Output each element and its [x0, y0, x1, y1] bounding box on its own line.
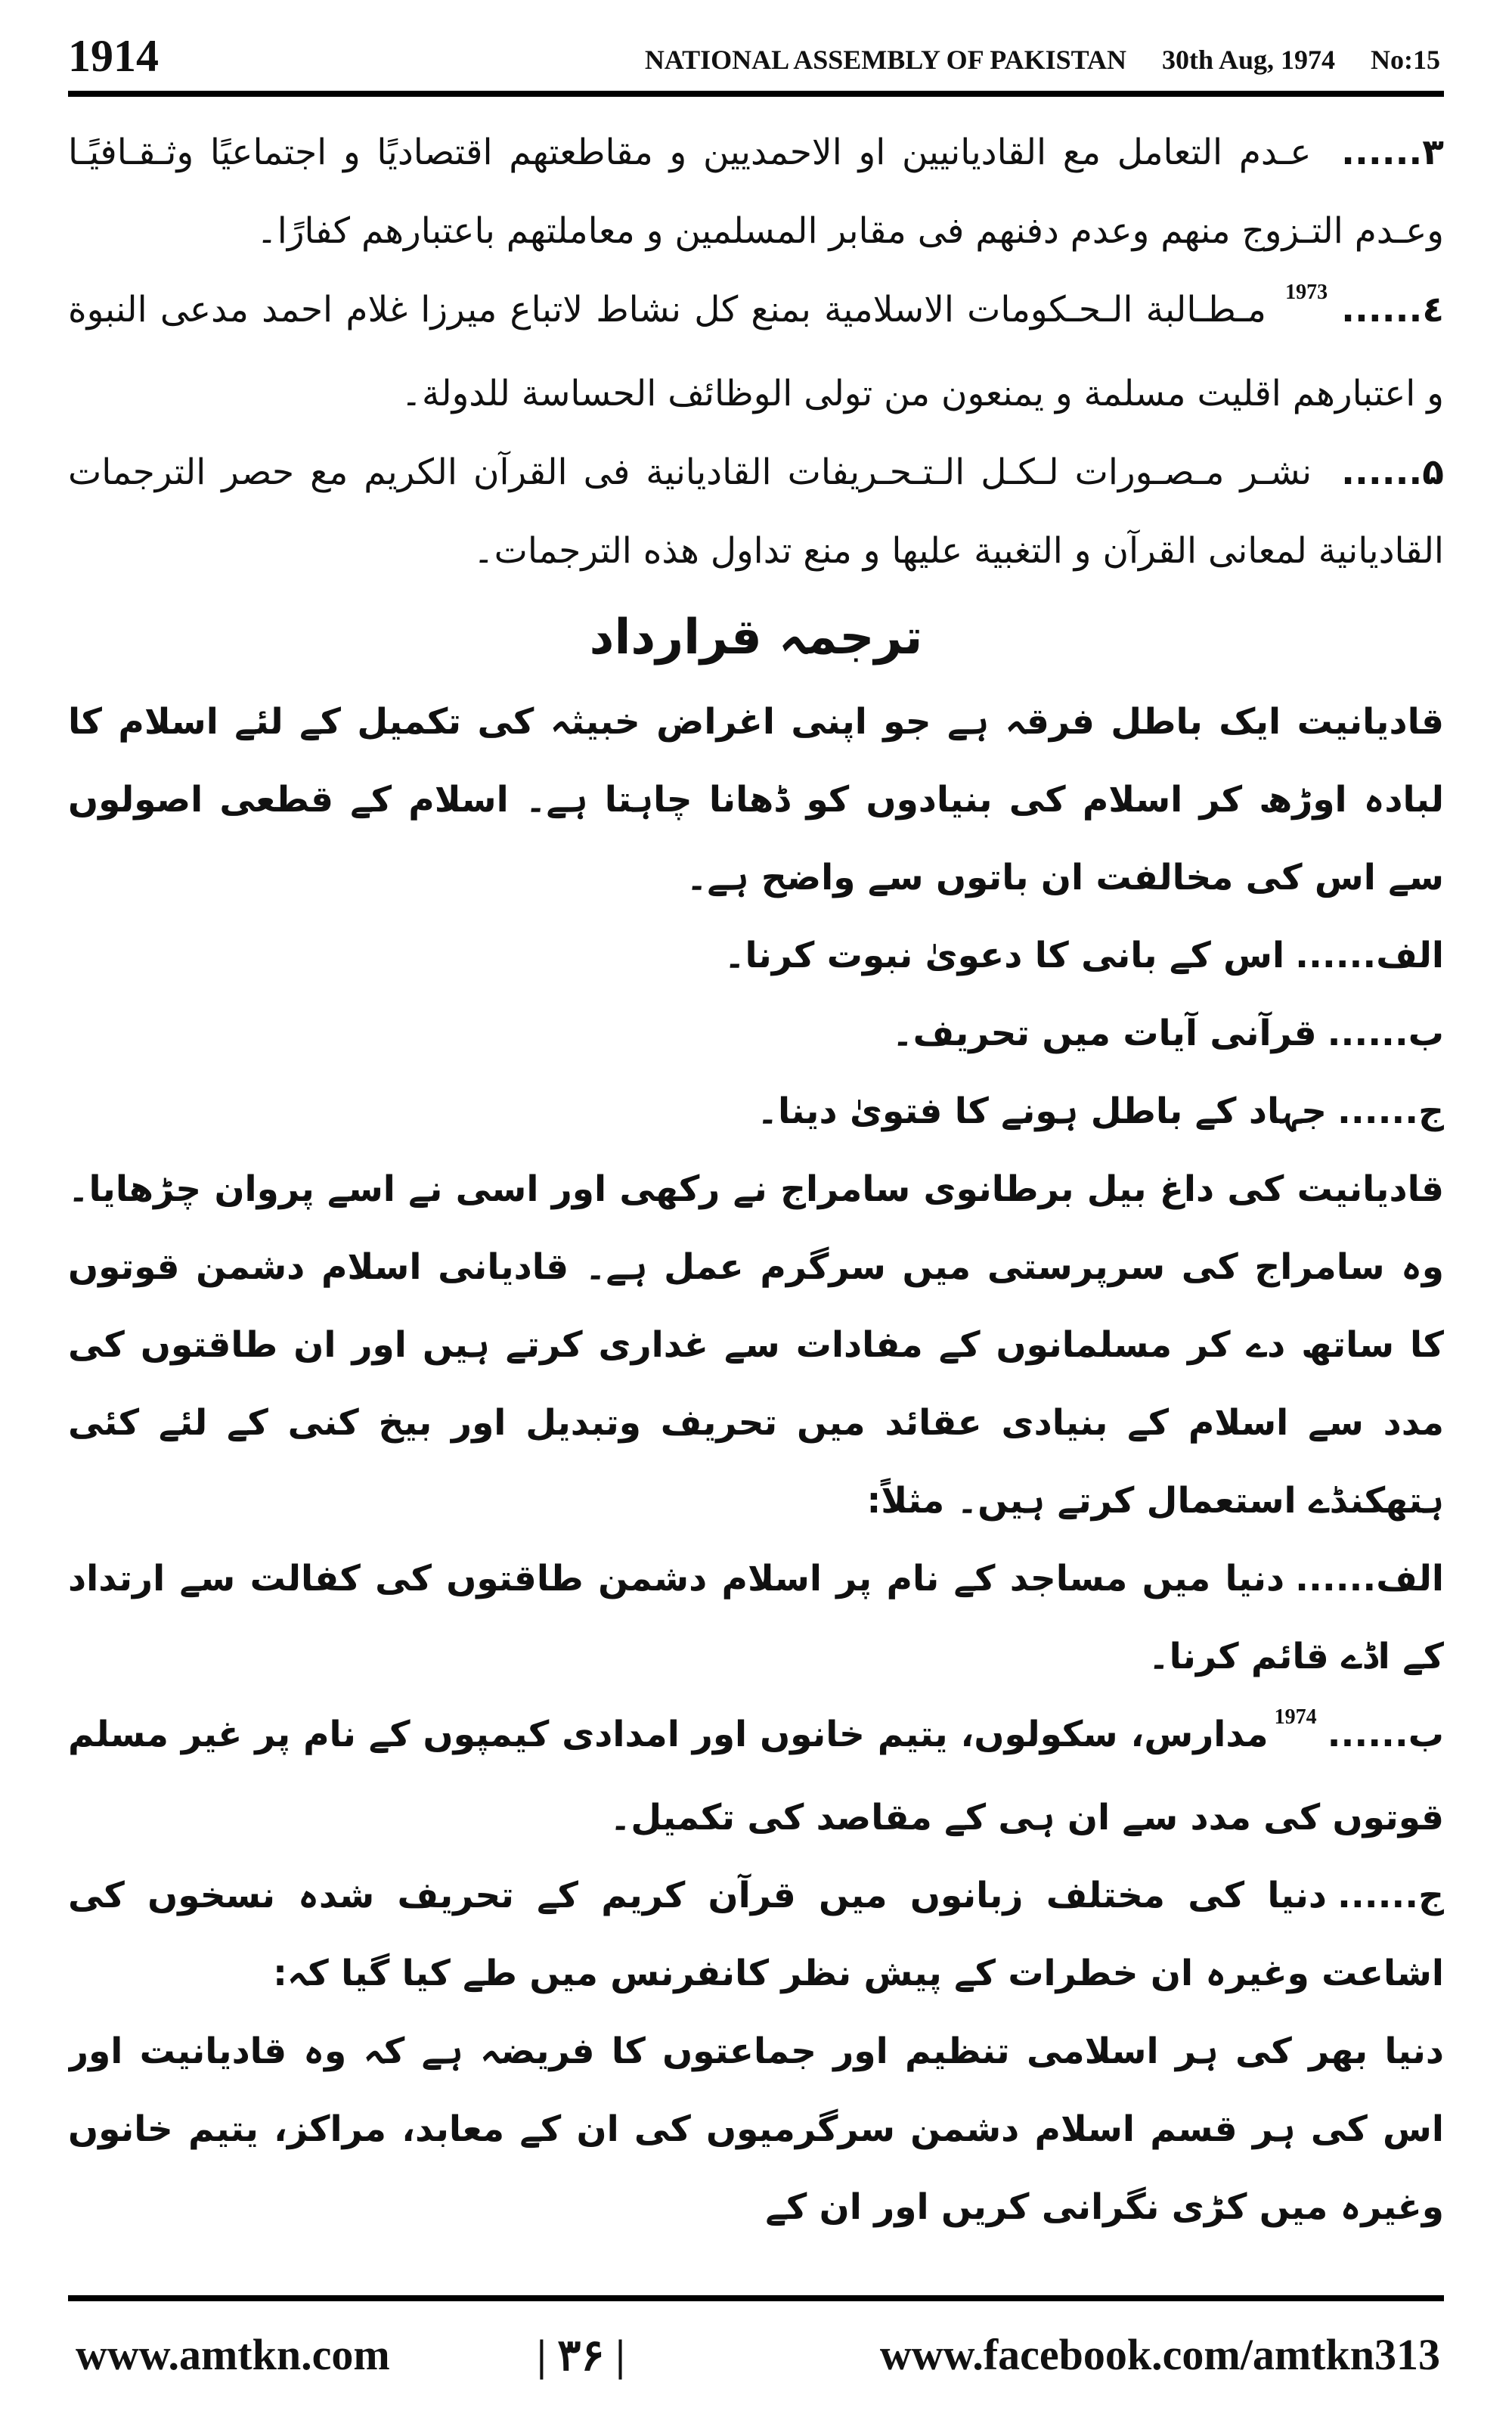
list-item	[68, 1072, 1444, 1150]
list-item	[68, 917, 1444, 994]
list-text: دنیا میں مساجد کے نام پر اسلام دشمن طاقتوں کی کفالت سے ارتداد کے اڈے قائم کرنا۔	[68, 1558, 1444, 1677]
website-link[interactable]: www.amtkn.com	[76, 2330, 390, 2379]
list-marker: ج......	[1337, 1091, 1444, 1132]
list-marker: الف......	[1295, 935, 1444, 976]
intro-paragraph: قادیانیت ایک باطل فرقہ ہے جو اپنی اغراض خبیثہ کی تکمیل کے لئے اسلام کا لبادہ اوڑھ کر اسلام کی بنیادوں کو ڈھانا چاہتا ہے۔ اسلام کے قطعی اصولوں سے اس کی مخالفت ان باتوں سے واضح ہے۔	[68, 701, 1444, 898]
publication-date: 30th Aug, 1974	[1161, 45, 1335, 75]
list-text: اس کے بانی کا دعویٰ نبوت کرنا۔	[723, 935, 1285, 976]
closing-paragraph: دنیا بھر کی ہر اسلامی تنظیم اور جماعتوں کا فریضہ ہے کہ وہ قادیانیت اور اس کی ہر قسم اسلام دشمن سرگرمیوں کی ان کے معابد، مراکز، یتیم خانوں وغیرہ میں کڑی نگرانی کریں اور ان کے	[68, 2031, 1444, 2228]
item-number: ۳......	[1341, 132, 1444, 173]
list-text: دنیا کی مختلف زبانوں میں قرآن کریم کے تحریف شدہ نسخوں کی اشاعت وغیرہ ان خطرات کے پیش نظر کانفرنس میں طے کیا گیا کہ:	[68, 1875, 1444, 1994]
list-item	[68, 994, 1444, 1072]
list-item	[68, 1540, 1444, 1696]
item-number: ۵......	[1341, 451, 1444, 493]
year-marker: 1973	[1285, 281, 1328, 304]
header-rule	[68, 91, 1444, 97]
page-number: 1914	[68, 31, 159, 81]
item-text: عـدم التعامل مع القاديانيين او الاحمديين و مقاطعتهم اقتصاديًا و اجتماعيًا وثـقـافيًـا وعـدم التـزوج منهم وعدم دفنهم فى مقابر المسلمين و معاملتهم باعتبارهم كفارًا۔	[68, 132, 1444, 252]
list-item	[68, 1696, 1444, 1857]
section-title: ترجمہ قرارداد	[589, 610, 923, 666]
arabic-item	[68, 113, 1444, 271]
document-body	[68, 113, 1444, 2284]
list-marker: ب......	[1327, 1013, 1444, 1054]
arabic-item	[68, 271, 1444, 433]
list-marker: ج......	[1337, 1875, 1444, 1916]
page-header	[0, 0, 1512, 98]
list-marker: الف......	[1295, 1558, 1444, 1599]
publication-name: NATIONAL ASSEMBLY OF PAKISTAN	[644, 45, 1126, 75]
header-meta	[616, 44, 1440, 76]
page-footer	[0, 2322, 1512, 2405]
issue-number: No:15	[1371, 45, 1440, 75]
footer-page-number: | ۳۶ |	[537, 2331, 625, 2380]
middle-paragraph: قادیانیت کی داغ بیل برطانوی سامراج نے رکھی اور اسی نے اسے پروان چڑھایا۔ وہ سامراج کی سرپرستی میں سرگرم عمل ہے۔ قادیانی اسلام دشمن قوتوں کا ساتھ دے کر مسلمانوں کے مفادات سے غداری کرتے ہیں اور ان طاقتوں کی مدد سے اسلام کے بنیادی عقائد میں تحریف وتبدیل اور بیخ کنی کے لئے کئی ہتھکنڈے استعمال کرتے ہیں۔ مثلاً:	[68, 1168, 1444, 1522]
list-marker: ب......	[1327, 1714, 1444, 1755]
arabic-resolution-items	[68, 113, 1444, 591]
item-text: مـطـالبة الـحـكومات الاسلامية بمنع كل نشاط لاتباع ميرزا غلام احمد مدعى النبوة و اعتبارهم اقليت مسلمة و يمنعون من تولى الوظائف الحساسة للدولة۔	[68, 289, 1444, 414]
list-text: جہاد کے باطل ہونے کا فتویٰ دینا۔	[757, 1091, 1327, 1132]
item-text: نشـر مـصـورات لـكـل الـتـحـريفات القاديانية فى القرآن الكريم مع حصر الترجمات القاديانية لمعانى القرآن و التغبية عليها و منع تداول هذه الترجمات۔	[68, 451, 1444, 572]
footer-rule	[68, 2295, 1444, 2301]
list-text: مدارس، سکولوں، یتیم خانوں اور امدادی کیمپوں کے نام پر غیر مسلم قوتوں کی مدد سے ان ہی کے مقاصد کی تکمیل۔	[68, 1714, 1444, 1838]
urdu-translation	[68, 683, 1444, 2246]
list-item	[68, 1857, 1444, 2012]
year-marker: 1974	[1274, 1705, 1317, 1729]
facebook-link[interactable]: www.facebook.com/amtkn313	[879, 2330, 1440, 2379]
item-number: ٤......	[1341, 289, 1444, 330]
arabic-item	[68, 433, 1444, 591]
list-text: قرآنی آیات میں تحریف۔	[892, 1013, 1317, 1054]
